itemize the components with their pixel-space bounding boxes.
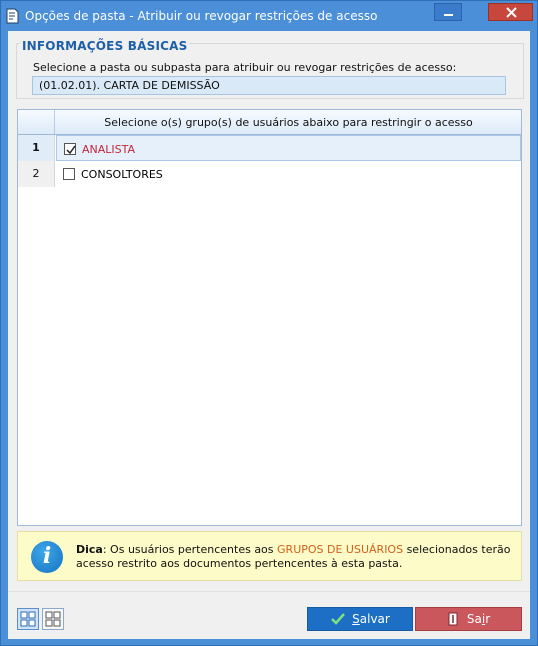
row-number: 2	[18, 161, 55, 187]
save-button[interactable]	[307, 607, 413, 631]
checkmark-icon	[65, 144, 77, 156]
column-header-groups[interactable]: Selecione o(s) grupo(s) de usuários abaixo para restringir o acesso	[104, 116, 473, 129]
info-icon: i	[31, 541, 63, 573]
dialog-body	[8, 31, 530, 639]
tip-text-before: : Os usuários pertencentes aos	[102, 543, 278, 556]
table-row[interactable]	[18, 135, 521, 161]
tip-label: Dica	[76, 543, 103, 556]
basic-info-title: INFORMAÇÕES BÁSICAS	[22, 39, 188, 53]
table-row[interactable]	[18, 161, 521, 187]
tiles-view-icon	[43, 609, 63, 629]
group-checkbox-analista[interactable]	[64, 143, 76, 155]
close-button[interactable]	[488, 3, 533, 21]
save-label	[352, 612, 390, 626]
check-icon	[330, 612, 346, 626]
group-cell[interactable]	[56, 135, 521, 161]
folder-field[interactable]: (01.02.01). CARTA DE DEMISSÃO	[32, 76, 506, 95]
save-label-rest: alvar	[359, 612, 390, 626]
close-icon	[489, 4, 534, 22]
row-number: 1	[18, 135, 55, 161]
tip-text-after: selecionados terão acesso restrito aos documentos pertencentes à esta pasta.	[76, 543, 511, 570]
view-grid-button[interactable]	[17, 608, 39, 630]
grid-header	[18, 110, 521, 135]
door-exit-icon	[447, 612, 461, 626]
minimize-button[interactable]	[434, 3, 462, 21]
exit-hotkey: i	[481, 612, 486, 626]
grid-view-icon	[18, 609, 38, 629]
group-cell[interactable]	[56, 161, 521, 187]
group-checkbox-consoltores[interactable]	[63, 168, 75, 180]
tip-text	[76, 543, 516, 571]
row-header-corner	[18, 110, 55, 134]
group-label: CONSOLTORES	[81, 168, 163, 181]
exit-label-prefix: Sa	[466, 612, 482, 626]
group-label: ANALISTA	[82, 143, 136, 156]
tip-box	[17, 531, 522, 581]
save-hotkey: S	[352, 612, 360, 626]
footer-divider	[8, 591, 530, 592]
exit-label	[467, 612, 490, 626]
document-icon	[6, 8, 20, 24]
tip-highlight: GRUPOS DE USUÁRIOS	[277, 543, 404, 556]
exit-label-rest: r	[485, 612, 491, 626]
exit-button[interactable]	[415, 607, 522, 631]
window-title: Opções de pasta - Atribuir ou revogar restrições de acesso	[25, 9, 378, 23]
folder-prompt: Selecione a pasta ou subpasta para atribuir ou revogar restrições de acesso:	[33, 61, 457, 74]
title-bar[interactable]	[1, 1, 537, 31]
view-tiles-button[interactable]	[42, 608, 64, 630]
user-groups-grid	[17, 109, 522, 526]
